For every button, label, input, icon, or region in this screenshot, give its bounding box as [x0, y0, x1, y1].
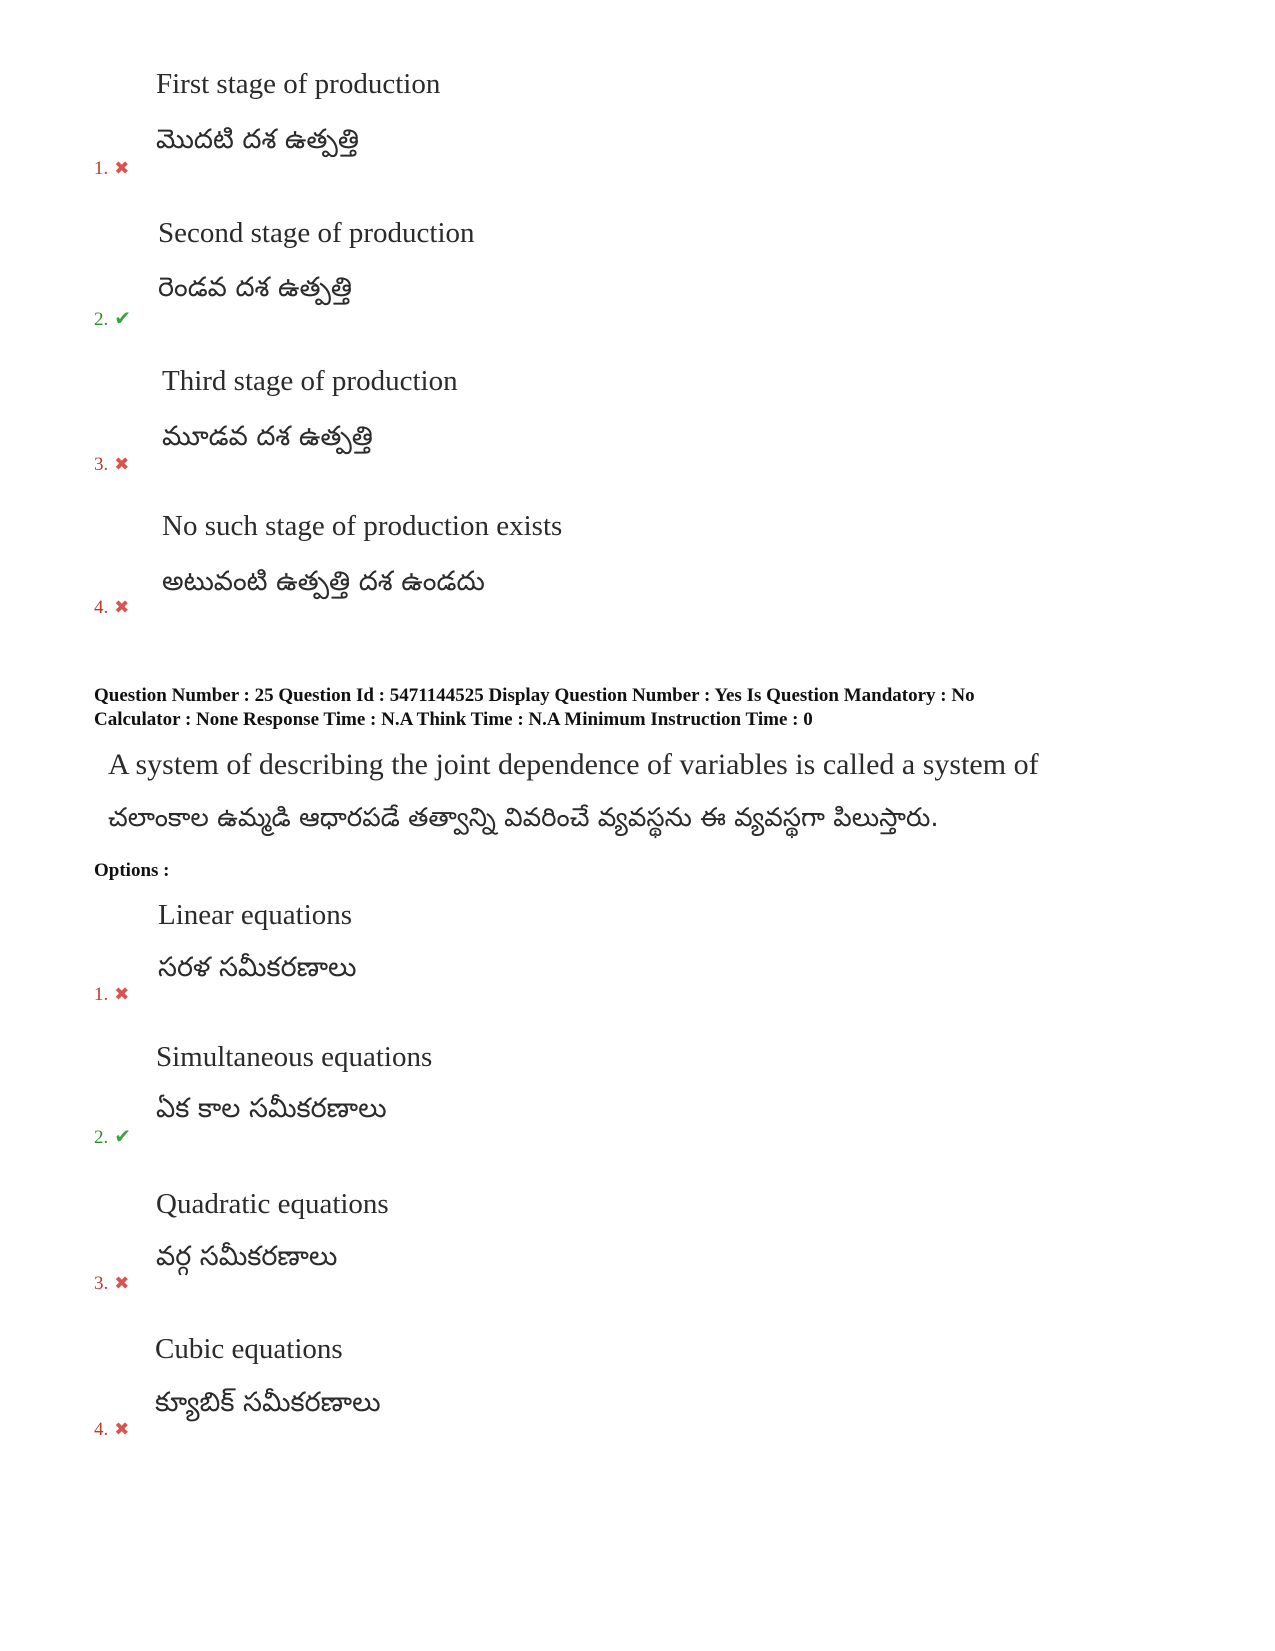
prev-option-2-en: Second stage of production: [158, 217, 475, 249]
prev-option-3-number: 3. ✖: [94, 454, 130, 475]
prev-option-4-number: 4. ✖: [94, 597, 130, 618]
prev-option-3-en: Third stage of production: [162, 365, 458, 397]
check-mark-icon: ✔: [114, 306, 132, 330]
option-1-en: Linear equations: [158, 899, 353, 931]
option-3-te: వర్గ సమీకరణాలు: [156, 1241, 338, 1272]
option-4-number: 4. ✖: [94, 1419, 130, 1440]
option-2-te: ఏక కాల సమీకరణాలు: [156, 1093, 387, 1124]
prev-option-1-te: మొదటి దశ ఉత్పత్తి: [156, 124, 359, 155]
question-text-te: చలాంకాల ఉమ్మడి ఆధారపడే తత్వాన్ని వివరించే వ్యవస్థను ఈ వ్యవస్థగా పిలుస్తారు.: [108, 803, 939, 833]
wrong-mark-icon: ✖: [114, 454, 130, 475]
prev-option-3-te: మూడవ దశ ఉత్పత్తి: [162, 421, 373, 452]
prev-option-2-te: రెండవ దశ ఉత్పత్తి: [158, 272, 353, 303]
wrong-mark-icon: ✖: [114, 1419, 130, 1440]
wrong-mark-icon: ✖: [114, 1273, 130, 1294]
question-meta-line-1: Question Number : 25 Question Id : 5471144525 Display Question Number : Yes Is Question Mandatory : No: [94, 685, 975, 706]
options-label: Options :: [94, 860, 170, 881]
wrong-mark-icon: ✖: [114, 597, 130, 618]
prev-option-2-number: 2. ✔: [94, 306, 132, 330]
wrong-mark-icon: ✖: [114, 984, 130, 1005]
option-3-number: 3. ✖: [94, 1273, 130, 1294]
wrong-mark-icon: ✖: [114, 158, 130, 179]
option-2-en: Simultaneous equations: [156, 1041, 433, 1073]
option-2-number: 2. ✔: [94, 1124, 132, 1148]
option-4-en: Cubic equations: [155, 1333, 343, 1365]
question-meta-line-2: Calculator : None Response Time : N.A Think Time : N.A Minimum Instruction Time : 0: [94, 709, 813, 730]
check-mark-icon: ✔: [114, 1124, 132, 1148]
option-1-number: 1. ✖: [94, 984, 130, 1005]
option-3-en: Quadratic equations: [156, 1188, 389, 1220]
question-text-en: A system of describing the joint dependence of variables is called a system of: [108, 748, 1039, 781]
prev-option-4-en: No such stage of production exists: [162, 510, 563, 542]
option-1-te: సరళ సమీకరణాలు: [158, 952, 357, 983]
option-4-te: క్యూబిక్ సమీకరణాలు: [155, 1387, 381, 1418]
prev-option-1-en: First stage of production: [156, 68, 441, 100]
prev-option-1-number: 1. ✖: [94, 158, 130, 179]
prev-option-4-te: అటువంటి ఉత్పత్తి దశ ఉండదు: [162, 566, 485, 597]
